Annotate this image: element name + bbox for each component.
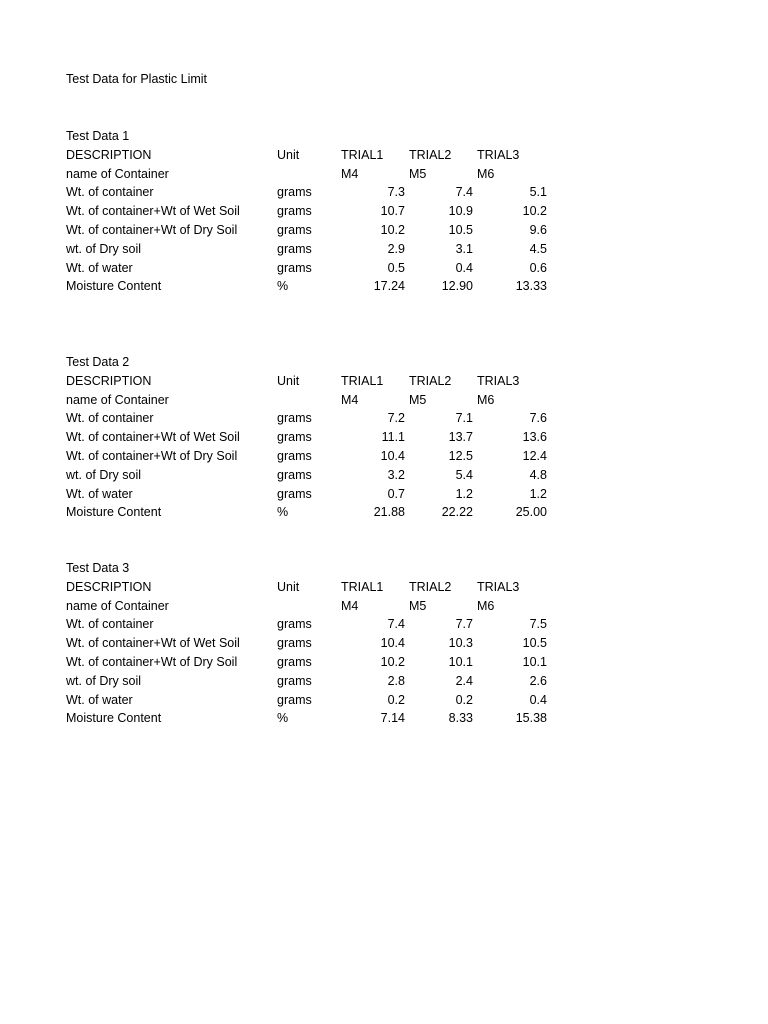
container-name-label: name of Container (66, 598, 169, 613)
row-trial3-value: 15.38 (515, 711, 547, 726)
unit-header: Unit (277, 373, 300, 388)
table-row (66, 691, 566, 710)
row-trial2-value: 2.4 (455, 673, 473, 688)
row-trial2-value: 7.4 (455, 185, 473, 200)
row-description: Wt. of container+Wt of Dry Soil (66, 654, 238, 669)
row-description: Wt. of water (66, 692, 133, 707)
row-unit: grams (277, 185, 312, 200)
row-trial1-value: 10.2 (380, 222, 405, 237)
table-row (66, 183, 566, 202)
row-trial1-value: 7.2 (387, 411, 405, 426)
row-trial2-value: 10.3 (448, 636, 473, 651)
row-trial3-value: 7.6 (529, 411, 547, 426)
row-description: Wt. of container (66, 617, 154, 632)
row-trial1-value: 7.4 (387, 617, 405, 632)
row-description: Wt. of water (66, 260, 133, 275)
trial2-header: TRIAL2 (409, 373, 452, 388)
row-trial1-value: 10.4 (380, 636, 405, 651)
row-trial2-value: 10.9 (448, 204, 473, 219)
row-trial3-value: 0.4 (529, 692, 547, 707)
container-name-trial1: M4 (341, 166, 359, 181)
row-trial2-value: 0.4 (455, 260, 473, 275)
trial1-header: TRIAL1 (341, 579, 384, 594)
row-unit: grams (277, 222, 312, 237)
row-trial1-value: 10.2 (380, 654, 405, 669)
row-description: Wt. of water (66, 486, 133, 501)
container-name-trial3: M6 (477, 166, 495, 181)
row-trial2-value: 0.2 (455, 692, 473, 707)
row-trial3-value: 5.1 (529, 185, 547, 200)
row-trial1-value: 7.3 (387, 185, 405, 200)
row-trial3-value: 2.6 (529, 673, 547, 688)
test-data-block-1 (66, 127, 566, 296)
row-description: Wt. of container+Wt of Wet Soil (66, 636, 240, 651)
row-description: Wt. of container+Wt of Wet Soil (66, 204, 240, 219)
table-row (66, 277, 566, 296)
row-trial2-value: 22.22 (441, 505, 473, 520)
table-row (66, 634, 566, 653)
container-name-trial1: M4 (341, 392, 359, 407)
row-trial1-value: 7.14 (380, 711, 405, 726)
row-trial2-value: 3.1 (455, 241, 473, 256)
document-title: Test Data for Plastic Limit (66, 72, 208, 86)
row-description: Wt. of container+Wt of Wet Soil (66, 430, 240, 445)
row-unit: % (277, 505, 289, 520)
table-row (66, 428, 566, 447)
trial1-header: TRIAL1 (341, 147, 384, 162)
row-trial3-value: 4.5 (529, 241, 547, 256)
row-description: Wt. of container (66, 185, 154, 200)
trial3-header: TRIAL3 (477, 373, 520, 388)
header-row (66, 578, 566, 597)
container-name-row (66, 597, 566, 616)
table-row (66, 615, 566, 634)
row-trial3-value: 10.2 (522, 204, 547, 219)
test-label-row (66, 127, 566, 146)
table-row (66, 709, 566, 728)
row-trial1-value: 11.1 (381, 430, 405, 445)
container-name-trial1: M4 (341, 598, 359, 613)
table-row (66, 409, 566, 428)
row-trial3-value: 12.4 (522, 448, 547, 463)
row-unit: grams (277, 654, 312, 669)
description-header: DESCRIPTION (66, 579, 152, 594)
test-label: Test Data 2 (66, 355, 130, 369)
row-description: Wt. of container+Wt of Dry Soil (66, 222, 238, 237)
test-label: Test Data 3 (66, 561, 130, 575)
trial3-header: TRIAL3 (477, 579, 520, 594)
row-trial2-value: 10.5 (448, 222, 473, 237)
container-name-trial3: M6 (477, 392, 495, 407)
table-row (66, 447, 566, 466)
row-trial3-value: 7.5 (529, 617, 547, 632)
row-trial2-value: 5.4 (455, 467, 473, 482)
container-name-trial3: M6 (477, 598, 495, 613)
row-trial1-value: 0.5 (387, 260, 405, 275)
row-trial3-value: 10.5 (522, 636, 547, 651)
row-description: Moisture Content (66, 279, 162, 294)
header-row (66, 372, 566, 391)
unit-header: Unit (277, 147, 300, 162)
row-trial2-value: 10.1 (448, 654, 473, 669)
row-unit: grams (277, 673, 312, 688)
row-trial2-value: 1.2 (455, 486, 473, 501)
table-row (66, 259, 566, 278)
row-unit: grams (277, 430, 312, 445)
table-row (66, 503, 566, 522)
row-description: Moisture Content (66, 505, 162, 520)
row-description: Wt. of container+Wt of Dry Soil (66, 448, 238, 463)
test-label-row (66, 353, 566, 372)
table-row (66, 653, 566, 672)
row-unit: grams (277, 241, 312, 256)
row-trial1-value: 0.7 (387, 486, 405, 501)
row-trial1-value: 10.4 (380, 448, 405, 463)
table-row (66, 485, 566, 504)
row-description: Moisture Content (66, 711, 162, 726)
row-unit: % (277, 711, 289, 726)
table-row (66, 466, 566, 485)
table-row (66, 221, 566, 240)
header-row (66, 146, 566, 165)
row-trial2-value: 13.7 (448, 430, 473, 445)
container-name-trial2: M5 (409, 392, 427, 407)
description-header: DESCRIPTION (66, 147, 152, 162)
row-trial3-value: 25.00 (515, 505, 547, 520)
row-trial2-value: 12.5 (448, 448, 473, 463)
trial1-header: TRIAL1 (341, 373, 384, 388)
row-trial2-value: 8.33 (448, 711, 473, 726)
row-description: wt. of Dry soil (66, 673, 142, 688)
description-header: DESCRIPTION (66, 373, 152, 388)
row-trial1-value: 3.2 (387, 467, 405, 482)
table-row (66, 240, 566, 259)
row-trial3-value: 9.6 (529, 222, 547, 237)
trial2-header: TRIAL2 (409, 147, 452, 162)
container-name-row (66, 165, 566, 184)
row-trial1-value: 0.2 (387, 692, 405, 707)
row-unit: grams (277, 486, 312, 501)
table-row (66, 672, 566, 691)
test-label: Test Data 1 (66, 129, 130, 143)
row-unit: % (277, 279, 289, 294)
row-unit: grams (277, 617, 312, 632)
table-row (66, 202, 566, 221)
test-label-row (66, 559, 566, 578)
row-unit: grams (277, 692, 312, 707)
row-unit: grams (277, 204, 312, 219)
row-trial1-value: 10.7 (380, 204, 405, 219)
trial2-header: TRIAL2 (409, 579, 452, 594)
container-name-label: name of Container (66, 392, 169, 407)
test-data-block-3 (66, 559, 566, 728)
container-name-row (66, 391, 566, 410)
container-name-label: name of Container (66, 166, 169, 181)
row-trial1-value: 2.9 (387, 241, 405, 256)
row-trial1-value: 2.8 (387, 673, 405, 688)
container-name-trial2: M5 (409, 166, 427, 181)
row-trial3-value: 13.6 (522, 430, 547, 445)
test-data-block-2 (66, 353, 566, 522)
row-description: Wt. of container (66, 411, 154, 426)
row-unit: grams (277, 260, 312, 275)
row-description: wt. of Dry soil (66, 467, 142, 482)
row-unit: grams (277, 448, 312, 463)
row-trial3-value: 13.33 (515, 279, 547, 294)
row-trial3-value: 0.6 (529, 260, 547, 275)
trial3-header: TRIAL3 (477, 147, 520, 162)
row-unit: grams (277, 636, 312, 651)
row-trial3-value: 1.2 (529, 486, 547, 501)
row-trial2-value: 7.7 (455, 617, 473, 632)
row-description: wt. of Dry soil (66, 241, 142, 256)
row-unit: grams (277, 467, 312, 482)
container-name-trial2: M5 (409, 598, 427, 613)
row-trial3-value: 10.1 (522, 654, 547, 669)
row-trial1-value: 17.24 (373, 279, 405, 294)
row-trial2-value: 12.90 (441, 279, 473, 294)
row-unit: grams (277, 411, 312, 426)
row-trial1-value: 21.88 (373, 505, 405, 520)
row-trial2-value: 7.1 (455, 411, 473, 426)
row-trial3-value: 4.8 (529, 467, 547, 482)
unit-header: Unit (277, 579, 300, 594)
